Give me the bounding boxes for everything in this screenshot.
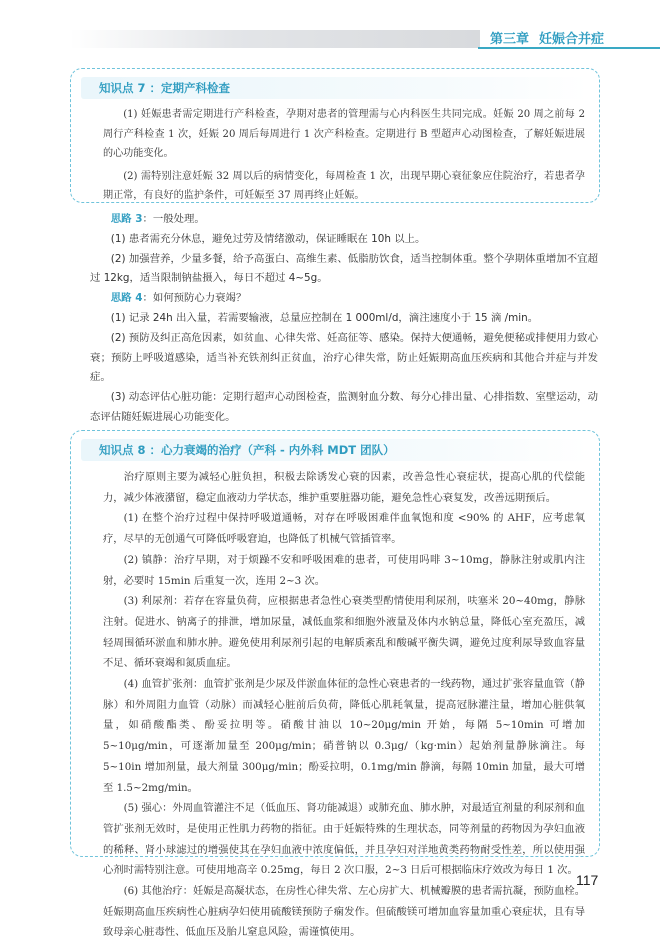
chapter-number: 第三章 [490,32,530,47]
knowledge-box-8-paragraph: (6) 其他治疗：妊娠是高凝状态，在房性心律失常、左心房扩大、机械瓣膜的患者需抗凝，预防血栓。妊娠期高血压疾病性心脏病孕妇使用硫酸镁预防子痫发作。但硫酸镁可增加血容量加重心衰症状，且有导致母亲心脏毒性、低血压及胎儿窒息风险，需谨慎使用。 [103,885,585,939]
chapter-title: 妊娠合并症 [539,32,605,47]
hint-4-item: (3) 动态评估心脏功能：定期行超声心动图检查，监测射血分数、每分心排出量、心排指数、室壁运动，动态评估随妊娠进展心功能变化。 [90,391,598,423]
chapter-heading [490,28,604,47]
knowledge-box-8-paragraph: (4) 血管扩张剂：血管扩张剂是少尿及伴淤血体征的急性心衰患者的一线药物，通过扩张容量血管（静脉）和外周阻力血管（动脉）而减轻心脏前后负荷，降低心肌耗氧量，提高冠脉灌注量，增加心脏供氧量，如硝酸酯类、酚妥拉明等。硝酸甘油以 10~20μg/min 开始，每隔 5~10min 可增加 5~10μg/min，可逐渐加量至 200μg/min；硝普钠以 0.3μg/（kg·min）起始剂量静脉滴注。每 5~10in 增加剂量，最大剂量 300μg/min；酚妥拉明，0.1mg/min 静滴，每隔 10min 加量，最大可增至 1.5~2mg/min。 [103,678,585,794]
knowledge-box-7-title: 知识点 7 ：定期产科检查 [81,77,589,99]
hint-3-heading [90,210,598,230]
knowledge-box-8-title: 知识点 8 ：心力衰竭的治疗（产科 - 内外科 MDT 团队） [81,439,589,461]
hint-4-item: (2) 预防及纠正高危因素，如贫血、心律失常、妊高征等、感染。保持大便通畅，避免便秘或排便用力致心衰；预防上呼吸道感染，适当补充铁剂纠正贫血，治疗心律失常，防止妊娠期高血压疾病和其他合并症与并发症。 [90,331,598,384]
hint-3-item: (1) 患者需充分休息，避免过劳及情绪激动，保证睡眠在 10h 以上。 [110,232,426,245]
hint-4-item: (1) 记录 24h 出入量，若需要输液，总量应控制在 1 000ml/d，滴注速度小于 15 滴 /min。 [110,311,539,324]
hint-4-heading [90,289,598,309]
knowledge-box-7-paragraph: (2) 需特别注意妊娠 32 周以后的病情变化，每周检查 1 次，出现早期心衰征象应住院治疗，若患者孕期正常，有良好的监护条件，可妊娠至 37 周再终止妊娠。 [103,170,585,202]
knowledge-box-8-paragraph: (3) 利尿剂：若存在容量负荷，应根据患者急性心衰类型酌情使用利尿剂，呋塞米 20~40mg，静脉注射。促进水、钠离子的排泄，增加尿量，减低血浆和细胞外液量及体内水钠总量，降低心室充盈压，减轻周围循环淤血和肺水肿。避免使用利尿剂引起的电解质紊乱和酸碱平衡失调，避免过度利尿导致血容量不足、循环衰竭和氮质血症。 [103,595,585,670]
page-number: 117 [576,872,599,888]
knowledge-box-8-paragraph: (5) 强心：外周血管灌注不足（低血压、肾功能减退）或肺充血、肺水肿，对最适宜剂量的利尿剂和血管扩张剂无效时，是使用正性肌力药物的指征。由于妊娠特殊的生理状态，同等剂量的药物因为孕妇血液的稀释、肾小球滤过的增强使其在孕妇血液中浓度偏低，并且孕妇对洋地黄类药物耐受性差，所以使用强心剂时需特别注意。可使用地高辛 0.25mg，每日 2 次口服，2~3 日后可根据临床疗效改为每日 1 次。 [103,802,585,877]
knowledge-box-7-paragraph: (1) 妊娠患者需定期进行产科检查，孕期对患者的管理需与心内科医生共同完成。妊娠 20 周之前每 2 周行产科检查 1 次，妊娠 20 周后每周进行 1 次产科检查。定期进行 B 型超声心动图检查，了解妊娠进展的心功能变化。 [103,109,585,160]
main-text [90,210,598,448]
knowledge-box-8-paragraph: (2) 镇静：治疗早期，对于烦躁不安和呼吸困难的患者，可使用吗啡 3~10mg，静脉注射或肌内注射，必要时 15min 后重复一次，连用 2~3 次。 [103,553,585,587]
header-underline [478,47,660,49]
hint-4-label: 思路 4 [110,292,143,305]
hint-3-label: 思路 3 [110,213,143,225]
knowledge-box-8-paragraph: 治疗原则主要为减轻心脏负担，积极去除诱发心衰的因素，改善急性心衰症状，提高心肌的代偿能力，减少体液潴留，稳定血液动力学状态，维护重要脏器功能，避免急性心衰复发，改善远期预后。 [103,471,585,504]
hint-4-text: ：如何预防心力衰竭？ [142,292,247,305]
hint-3-item: (2) 加强营养，少量多餐，给予高蛋白、高维生素、低脂肪饮食，适当控制体重。整个孕期体重增加不宜超过 12kg，适当限制钠盐摄入，每日不超过 4~5g。 [90,252,598,285]
knowledge-box-7 [70,68,600,203]
page-header [0,0,660,56]
knowledge-box-8-paragraph: (1) 在整个治疗过程中保持呼吸道通畅，对存在呼吸困难伴血氧饱和度 <90% 的 AHF，应考虑氧疗，尽早的无创通气可降低呼吸窘迫，也降低了机械气管插管率。 [103,512,585,546]
header-decorative-bar [70,30,480,48]
hint-3-text: ：一般处理。 [142,213,205,225]
